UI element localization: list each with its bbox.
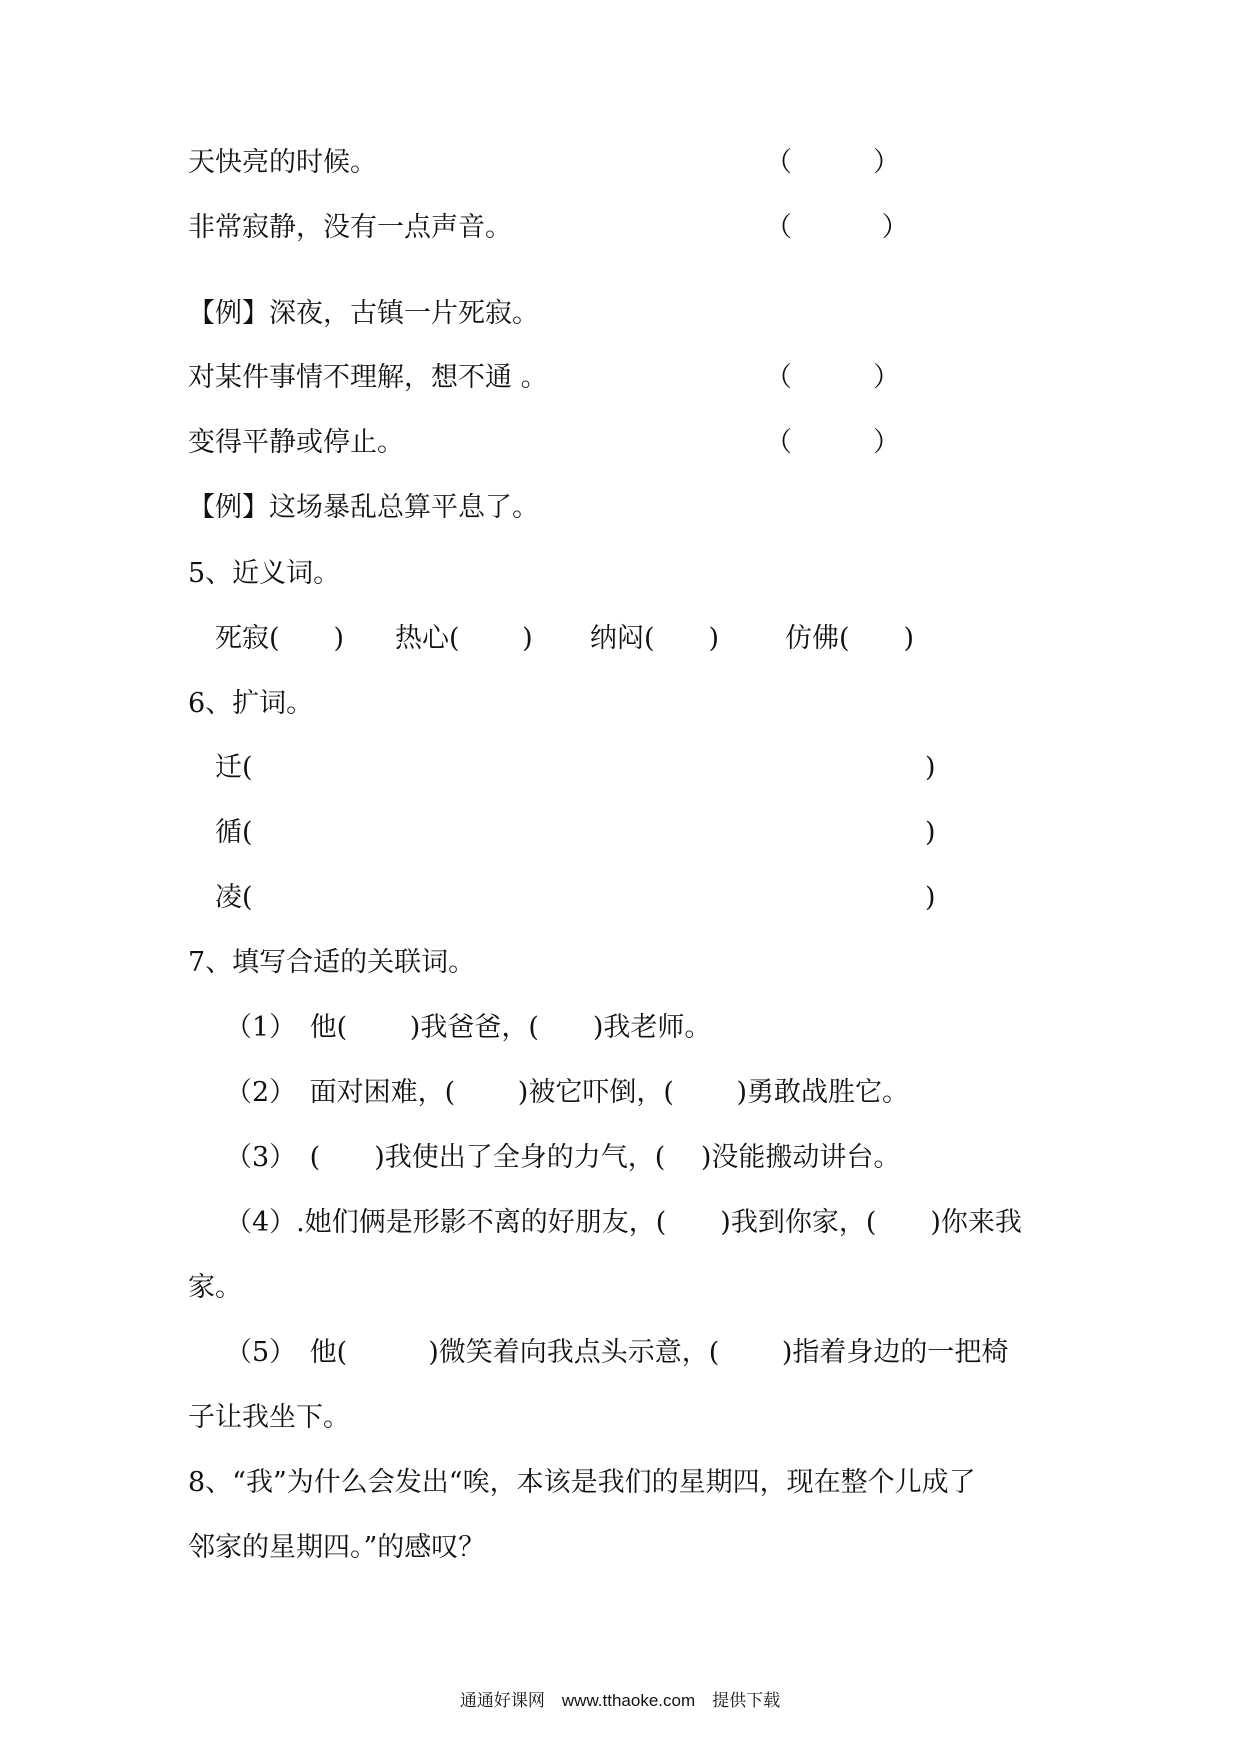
definition-4-blank[interactable]: （ ）	[765, 427, 900, 458]
conjunction-sentence-4-cont: 家。	[188, 1272, 242, 1303]
conjunction-sentence-4[interactable]: （4）.她们俩是形影不离的好朋友，( )我到你家，( )你来我	[225, 1207, 1022, 1238]
expand-item-2[interactable]: 循(	[215, 817, 253, 848]
question-8-line-1: 8、“我”为什么会发出“唉，本该是我们的星期四，现在整个儿成了	[188, 1467, 976, 1498]
definition-3-blank[interactable]: （ ）	[765, 362, 900, 393]
question-5-title: 5、近义词。	[188, 558, 341, 589]
synonym-item-4[interactable]: 仿佛( )	[785, 623, 915, 654]
synonym-item-2[interactable]: 热心( )	[395, 623, 533, 654]
definition-2-blank[interactable]: （ ）	[765, 212, 909, 243]
definition-1-text: 天快亮的时候。	[188, 147, 377, 178]
conjunction-sentence-3[interactable]: （3） ( )我使出了全身的力气，( )没能搬动讲台。	[225, 1142, 901, 1173]
question-6-title: 6、扩词。	[188, 688, 314, 719]
conjunction-sentence-1[interactable]: （1） 他( )我爸爸，( )我老师。	[225, 1012, 712, 1043]
expand-item-3[interactable]: 凌(	[215, 882, 253, 913]
conjunction-sentence-5-cont: 子让我坐下。	[188, 1402, 350, 1433]
definition-2-text: 非常寂静，没有一点声音。	[188, 212, 512, 243]
example-1: 【例】深夜，古镇一片死寂。	[188, 298, 539, 329]
question-8-line-2: 邻家的星期四。”的感叹？	[188, 1532, 486, 1563]
expand-item-1-close: )	[925, 752, 936, 783]
conjunction-sentence-5[interactable]: （5） 他( )微笑着向我点头示意，( )指着身边的一把椅	[225, 1337, 1009, 1368]
example-2: 【例】这场暴乱总算平息了。	[188, 492, 539, 523]
synonym-item-3[interactable]: 纳闷( )	[590, 623, 720, 654]
expand-item-1[interactable]: 迁(	[215, 752, 253, 783]
question-7-title: 7、填写合适的关联词。	[188, 947, 476, 978]
definition-1-blank[interactable]: （ ）	[765, 147, 900, 178]
definition-4-text: 变得平静或停止。	[188, 427, 404, 458]
expand-item-3-close: )	[925, 882, 936, 913]
page-footer: 通通好课网 www.tthaoke.com 提供下载	[459, 1691, 781, 1710]
expand-item-2-close: )	[925, 817, 936, 848]
definition-3-text: 对某件事情不理解，想不通 。	[188, 362, 548, 393]
synonym-item-1[interactable]: 死寂( )	[215, 623, 345, 654]
conjunction-sentence-2[interactable]: （2） 面对困难，( )被它吓倒，( )勇敢战胜它。	[225, 1077, 909, 1108]
